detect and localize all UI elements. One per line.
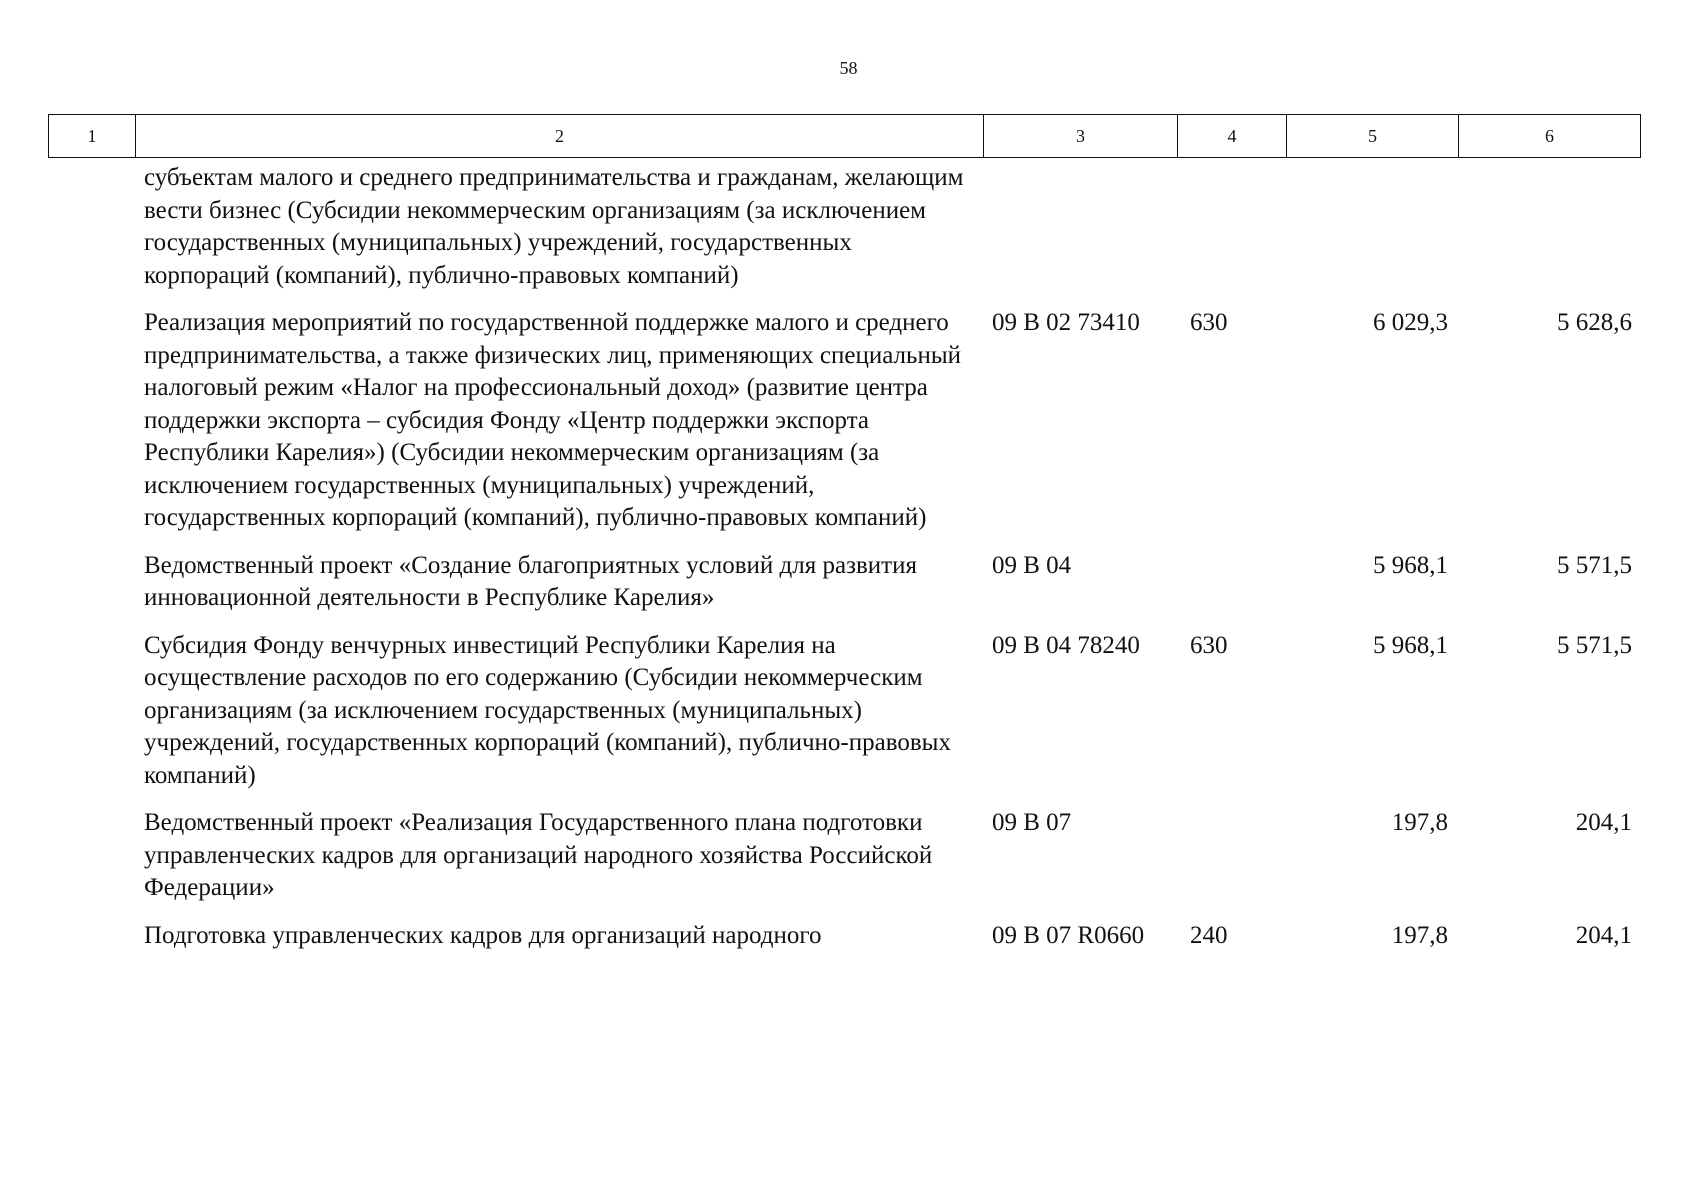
column-header-row <box>49 115 1641 158</box>
column-header-table <box>48 114 1641 158</box>
row-value-1: 5 968,1 <box>1373 631 1448 659</box>
table-body <box>48 162 1640 967</box>
row-code: 09 В 04 78240 <box>992 631 1140 659</box>
row-code: 09 В 02 73410 <box>992 309 1140 336</box>
row-type: 630 <box>1190 631 1228 659</box>
column-header-4: 4 <box>1178 115 1287 158</box>
row-value-2: 204,1 <box>1575 809 1632 836</box>
row-code: 09 В 07 R0660 <box>992 921 1145 949</box>
row-name: Ведомственный проект «Создание благоприятных условий для развития инновационной деятельности в Республике Карелия» <box>144 551 917 611</box>
table-row <box>48 807 1640 905</box>
row-type: 240 <box>1190 921 1228 949</box>
row-name: Реализация мероприятий по государственной поддержке малого и среднего предпринимательства, а также физических лиц, применяющих специальный налоговый режим «Налог на профессиональный доход» (развитие центра поддержки экспорта – субсидия Фонду «Центр поддержки экспорта Республики Карелия») (Субсидии некоммерческим организациям (за исключением государственных (муниципальных) учреждений, государственных корпораций (компаний), публично-правовых компаний) <box>144 309 961 531</box>
column-header-6: 6 <box>1459 115 1641 158</box>
row-value-2: 5 571,5 <box>1557 551 1632 579</box>
row-value-2: 5 628,6 <box>1557 309 1632 336</box>
row-code: 09 В 07 <box>992 809 1072 836</box>
row-value-2: 5 571,5 <box>1557 631 1632 659</box>
column-header-3: 3 <box>984 115 1178 158</box>
row-name: Подготовка управленческих кадров для организаций народного <box>144 921 822 949</box>
table-row <box>48 920 1640 953</box>
table-row <box>48 162 1640 292</box>
column-header-5: 5 <box>1287 115 1459 158</box>
table-row <box>48 630 1640 793</box>
row-value-1: 197,8 <box>1391 809 1448 836</box>
table-row <box>48 550 1640 615</box>
column-header-2: 2 <box>136 115 984 158</box>
row-value-1: 197,8 <box>1391 921 1448 949</box>
column-header-1: 1 <box>49 115 136 158</box>
row-value-1: 5 968,1 <box>1373 551 1448 579</box>
row-code: 09 В 04 <box>992 551 1072 579</box>
row-name: субъектам малого и среднего предпринимательства и гражданам, желающим вести бизнес (Субсидии некоммерческим организациям (за исключением государственных (муниципальных) учреждений, государственных корпораций (компаний), публично-правовых компаний) <box>144 164 964 289</box>
row-name: Субсидия Фонду венчурных инвестиций Республики Карелия на осуществление расходов по его содержанию (Субсидии некоммерческим организациям (за исключением государственных (муниципальных) учреждений, государственных корпораций (компаний), публично-правовых компаний) <box>144 631 951 789</box>
row-value-2: 204,1 <box>1575 921 1632 949</box>
row-name: Ведомственный проект «Реализация Государственного плана подготовки управленческих кадров для организаций народного хозяйства Российской Федерации» <box>144 809 933 901</box>
row-type: 630 <box>1190 309 1228 336</box>
table-row <box>48 307 1640 535</box>
page-number: 58 <box>839 58 858 78</box>
row-value-1: 6 029,3 <box>1373 309 1448 336</box>
